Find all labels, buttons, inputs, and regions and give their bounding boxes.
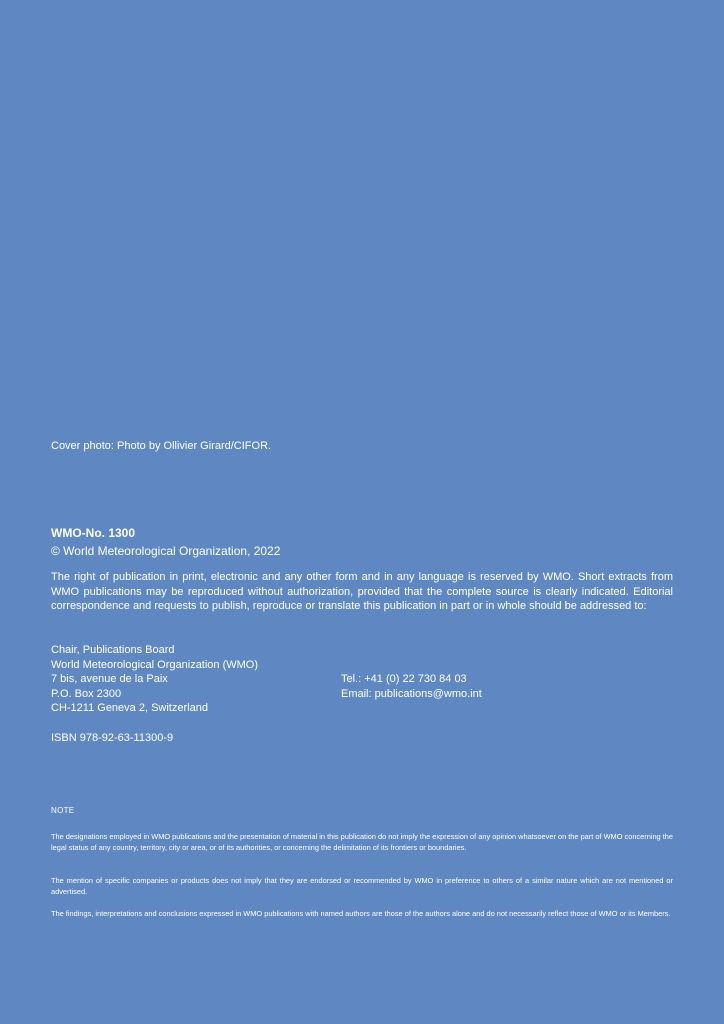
email-address: Email: publications@wmo.int [341, 687, 482, 700]
note-heading: NOTE [51, 806, 75, 815]
address-line-city: CH-1211 Geneva 2, Switzerland [51, 702, 208, 715]
note-products-paragraph: The mention of specific companies or products does not imply that they are endorsed or recommended by WMO in preference to others of a similar nature which are not mentioned or advertised. [51, 876, 673, 896]
note-designations-paragraph: The designations employed in WMO publications and the presentation of material in this publication do not imply the expression of any opinion whatsoever on the part of WMO concerning the legal status of any country, territory, city or area, or of its authorities, or concerning the delimitation of its frontiers or boundaries. [51, 832, 673, 852]
address-row-po-box [51, 687, 673, 702]
note-findings-paragraph: The findings, interpretations and conclusions expressed in WMO publications with named authors are those of the authors alone and do not necessarily reflect those of WMO or its Members. [51, 909, 671, 918]
telephone-number: Tel.: +41 (0) 22 730 84 03 [341, 673, 467, 686]
copyright-notice: © World Meteorological Organization, 2022 [51, 544, 281, 558]
publications-board-address [51, 643, 673, 716]
address-row-street [51, 672, 673, 687]
address-line-organization: World Meteorological Organization (WMO) [51, 658, 259, 671]
address-line-chair: Chair, Publications Board [51, 644, 175, 656]
publication-number: WMO-No. 1300 [51, 526, 136, 540]
isbn-number: ISBN 978-92-63-11300-9 [51, 732, 174, 744]
cover-photo-credit: Cover photo: Photo by Ollivier Girard/CIFOR. [51, 440, 272, 452]
address-line-po-box: P.O. Box 2300 [51, 687, 122, 700]
publication-rights-statement: The right of publication in print, electronic and any other form and in any language is reserved by WMO. Short extracts from WMO publications may be reproduced without authorization, provided that the complete source is clearly indicated. Editorial correspondence and requests to publish, reproduce or translate this publication in part or in whole should be addressed to: [51, 571, 673, 613]
address-line-street: 7 bis, avenue de la Paix [51, 673, 168, 686]
